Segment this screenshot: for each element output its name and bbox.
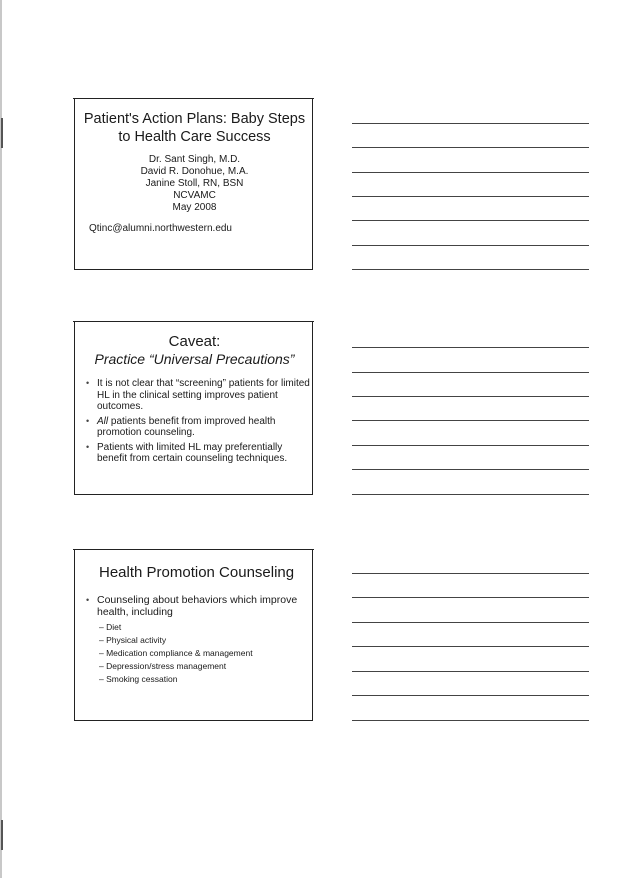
bullet-item: • Counseling about behaviors which improve health, including	[85, 594, 317, 618]
slide-2	[74, 321, 313, 495]
contact-email: Qtinc@alumni.northwestern.edu	[89, 223, 232, 234]
note-line	[352, 695, 589, 696]
note-line	[352, 494, 589, 495]
slide-2-subtitle: Practice “Universal Precautions”	[94, 351, 295, 367]
note-line	[352, 245, 589, 246]
edge-mark	[1, 820, 3, 850]
slide-2-title: Caveat:	[168, 333, 221, 350]
slide-top-border	[73, 98, 314, 99]
note-line	[352, 172, 589, 173]
sub-bullet-item: – Smoking cessation	[99, 674, 178, 684]
note-line	[352, 147, 589, 148]
note-line	[352, 646, 589, 647]
title-line-2: to Health Care Success	[118, 129, 271, 145]
note-line	[352, 597, 589, 598]
note-line	[352, 622, 589, 623]
note-line	[352, 347, 589, 348]
bullet-item	[85, 416, 310, 439]
note-line	[352, 269, 589, 270]
slide-3-title: Health Promotion Counseling	[99, 564, 295, 581]
note-line	[352, 372, 589, 373]
slide-top-border	[73, 549, 314, 550]
bullet-text: patients benefit from improved health promotion counseling.	[97, 415, 276, 438]
bullet-emphasis: All	[97, 415, 109, 427]
title-line-1: Patient's Action Plans: Baby Steps	[83, 111, 306, 127]
note-line	[352, 469, 589, 470]
sub-bullet-item: – Physical activity	[99, 635, 167, 645]
note-line	[352, 396, 589, 397]
sub-bullet-item: – Diet	[99, 622, 122, 632]
note-line	[352, 671, 589, 672]
note-line	[352, 720, 589, 721]
note-line	[352, 123, 589, 124]
author-line: David R. Donohue, M.A.	[140, 166, 249, 177]
bullet-list	[85, 378, 310, 468]
note-line	[352, 196, 589, 197]
slide-1	[74, 98, 313, 270]
sub-bullet-item: – Depression/stress management	[99, 661, 227, 671]
note-line	[352, 573, 589, 574]
slide-3	[74, 549, 313, 721]
bullet-item: • Patients with limited HL may preferentially benefit from certain counseling techniques.	[85, 442, 310, 465]
note-line	[352, 445, 589, 446]
slide-top-border	[73, 321, 314, 322]
sub-bullet-list	[99, 621, 253, 686]
author-line: May 2008	[172, 202, 217, 213]
author-line: Janine Stoll, RN, BSN	[145, 178, 244, 189]
sub-bullet-item: – Medication compliance & management	[99, 648, 253, 658]
note-line	[352, 420, 589, 421]
edge-mark	[1, 118, 3, 148]
author-line: NCVAMC	[173, 190, 216, 201]
note-line	[352, 220, 589, 221]
bullet-item: • It is not clear that “screening” patients for limited HL in the clinical setting improves patient outcomes.	[85, 378, 310, 413]
author-line: Dr. Sant Singh, M.D.	[148, 154, 241, 165]
slide-1-title	[75, 110, 314, 146]
